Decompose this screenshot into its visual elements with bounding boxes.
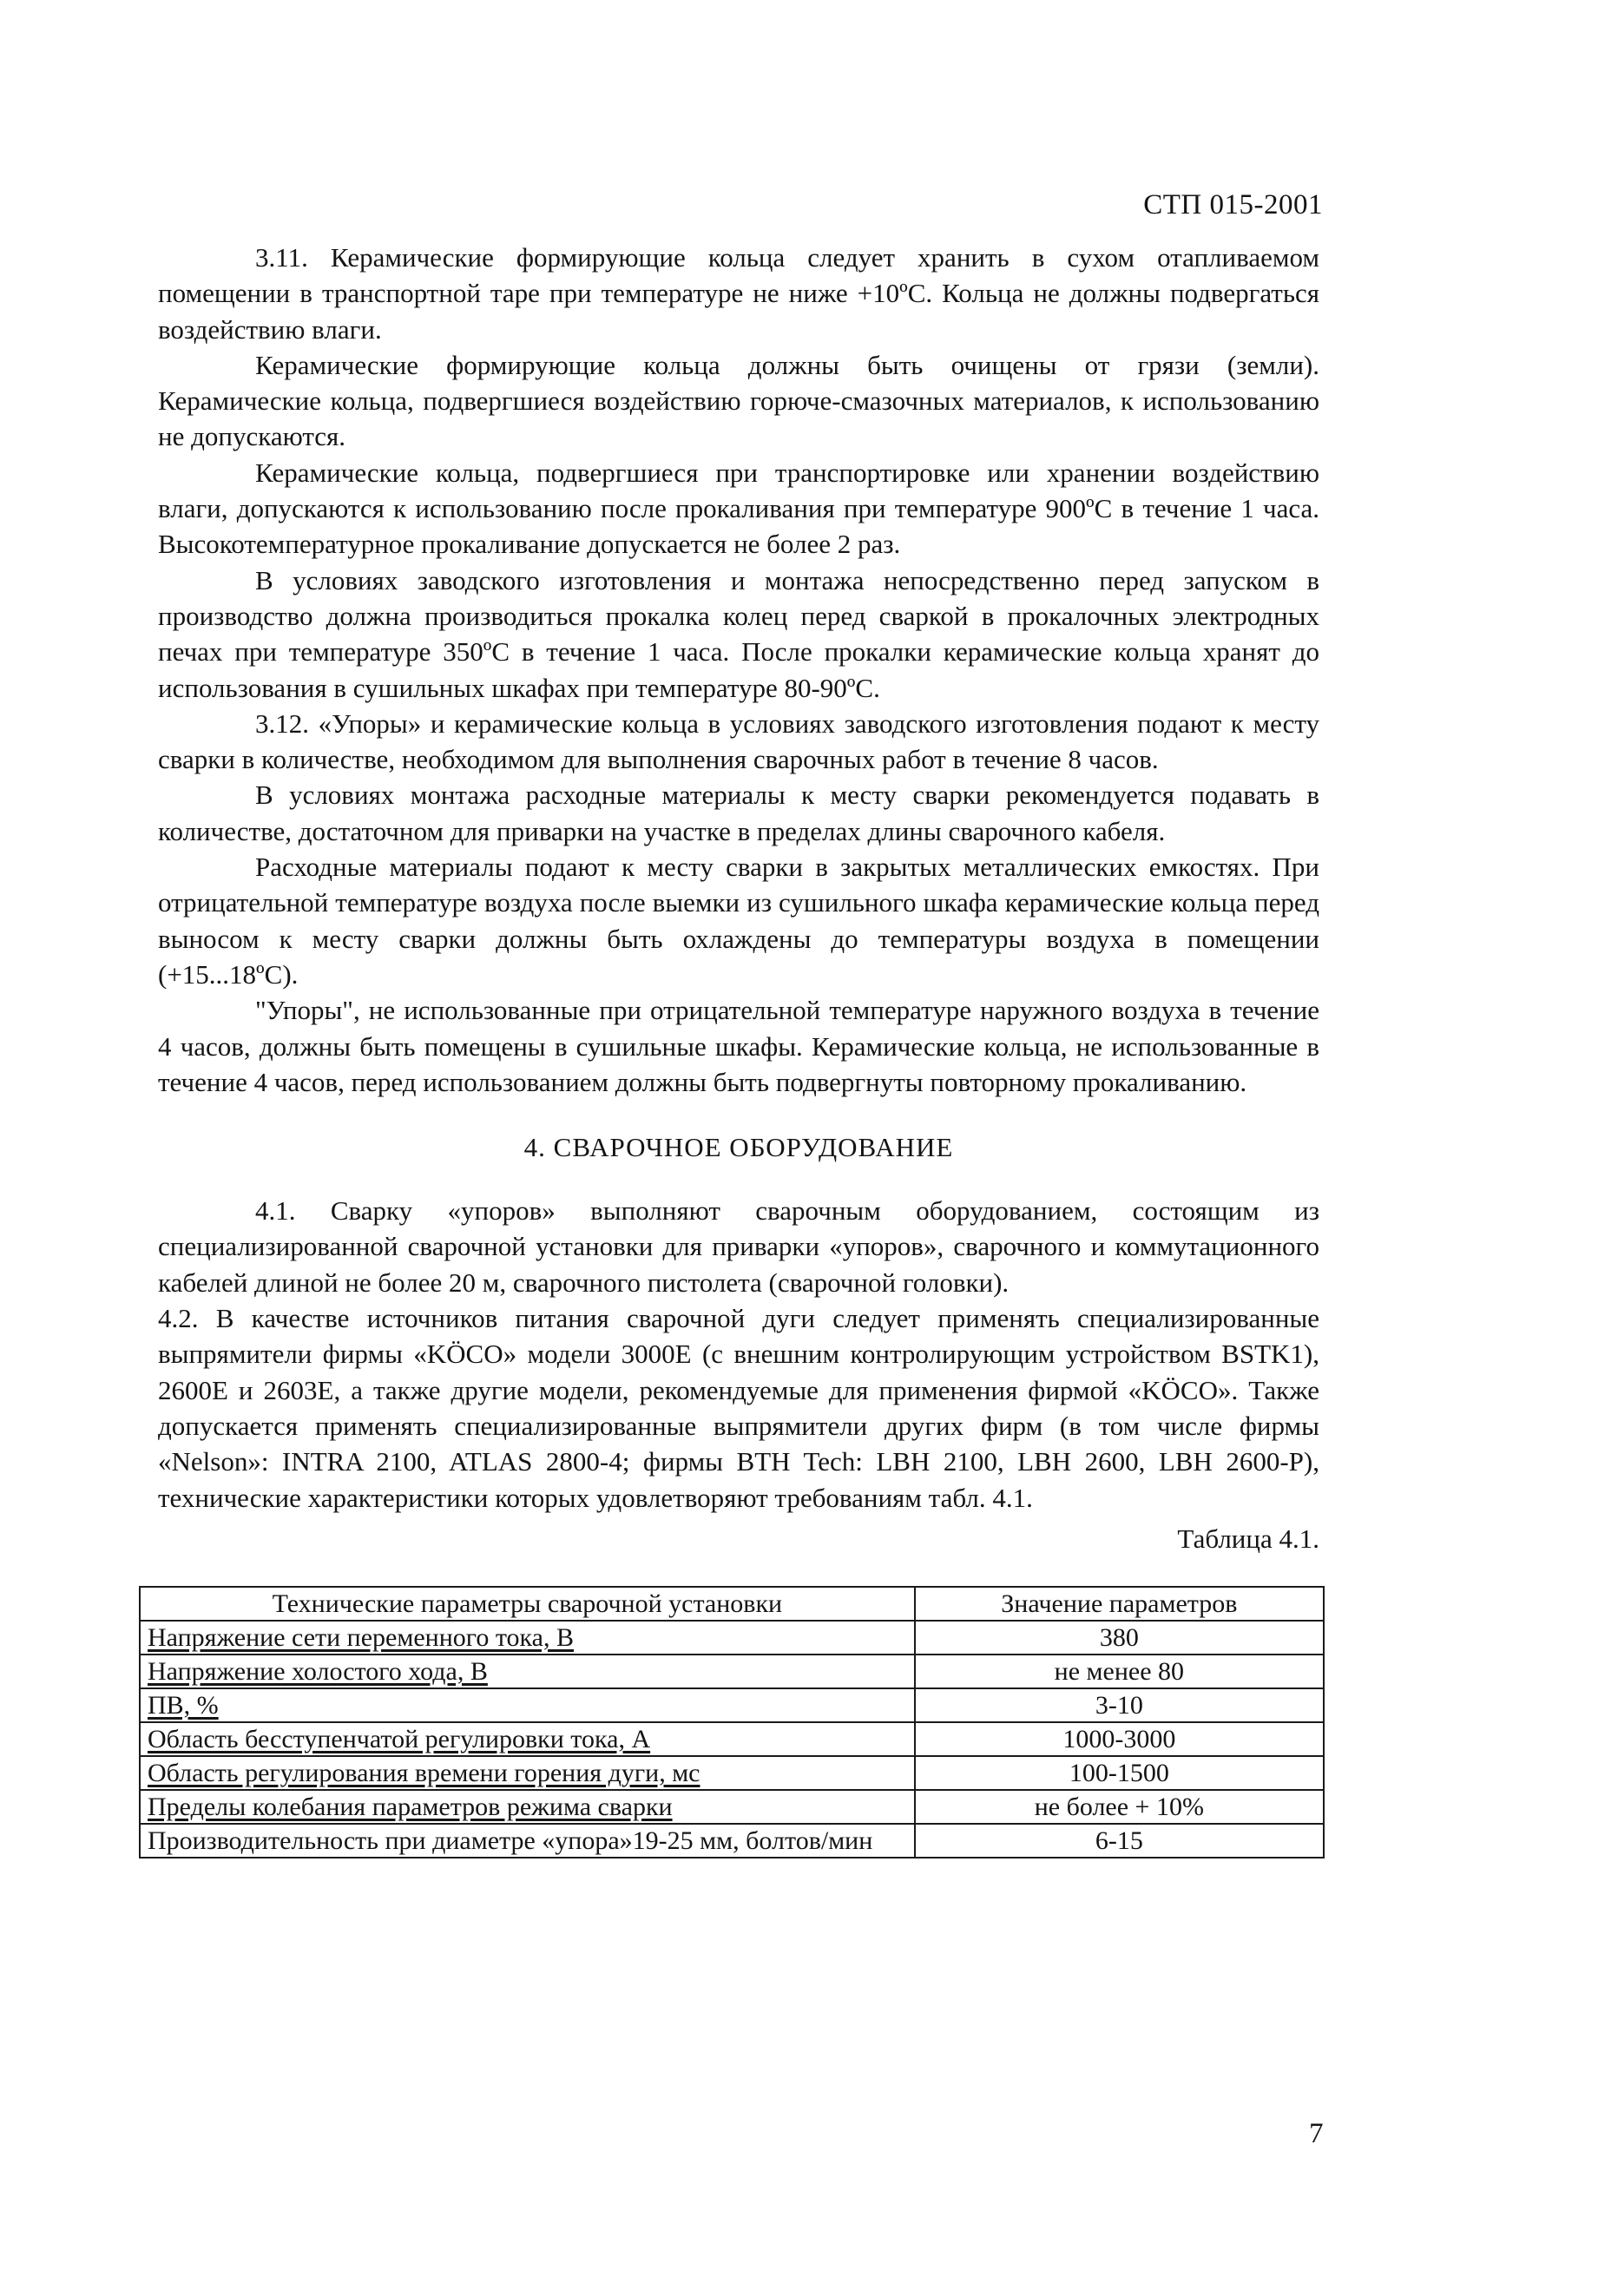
paragraph-3-11: 3.11. Керамические формирующие кольца следует хранить в сухом отапливаемом помещении в транспортной таре при температуре не ниже +10ºС. Кольца не должны подвергаться воздействию влаги.: [158, 242, 1319, 345]
table-cell-value: 100-1500: [915, 1756, 1324, 1790]
section-heading-welding-equipment: 4. СВАРОЧНОЕ ОБОРУДОВАНИЕ: [523, 1132, 954, 1163]
table-caption: Таблица 4.1.: [1177, 1523, 1319, 1554]
table-header-cell: Технические параметры сварочной установки: [140, 1587, 915, 1621]
table-cell-value: не менее 80: [915, 1655, 1324, 1688]
page-number: 7: [1309, 2118, 1324, 2149]
table-row: [140, 1655, 1324, 1688]
paragraph-unused-studs: "Упоры", не использованные при отрицательной температуре наружного воздуха в течение 4 часов, должны быть помещены в сушильные шкафы. Керамические кольца, не использованные в течение 4 часов, перед использованием должны быть подвергнуты повторному прокаливанию.: [158, 995, 1319, 1097]
table-cell-value: 380: [915, 1621, 1324, 1655]
table-cell-parameter: Напряжение сети переменного тока, В: [140, 1621, 915, 1655]
paragraph-installation-supply: В условиях монтажа расходные материалы к месту сварки рекомендуется подавать в количестве, достаточном для приварки на участке в пределах длины сварочного кабеля.: [158, 780, 1319, 846]
document-body: [148, 240, 1319, 1859]
table-cell-parameter: Область бесступенчатой регулировки тока, А: [140, 1722, 915, 1756]
table-cell-parameter: Область регулирования времени горения дуги, мс: [140, 1756, 915, 1790]
paragraph-4-2: 4.2. В качестве источников питания сварочной дуги следует применять специализированные выпрямители фирмы «KÖCO» модели 3000Е (с внешним контролирующим устройством BSTK1), 2600Е и 2603Е, а также другие модели, рекомендуемые для применения фирмой «KÖCO». Также допускается применять специализированные выпрямители других фирм (в том числе фирмы «Nelson»: INTRA 2100, ATLAS 2800-4; фирмы BTH Tech: LBH 2100, LBH 2600, LBH 2600-P), технические характеристики которых удовлетворяют требованиям табл. 4.1.: [158, 1303, 1319, 1513]
table-row: [140, 1824, 1324, 1858]
table-cell-value: не более + 10%: [915, 1790, 1324, 1824]
table-header-cell: Значение параметров: [915, 1587, 1324, 1621]
table-cell-value: 3-10: [915, 1688, 1324, 1722]
table-row: [140, 1722, 1324, 1756]
paragraph-3-12: 3.12. «Упоры» и керамические кольца в условиях заводского изготовления подают к месту сварки в количестве, необходимом для выполнения сварочных работ в течение 8 часов.: [158, 707, 1319, 775]
table-row: [140, 1756, 1324, 1790]
table-cell-parameter: ПВ, %: [140, 1688, 915, 1722]
table-row: [140, 1790, 1324, 1824]
paragraph-rings-calcination: В условиях заводского изготовления и монтажа непосредственно перед запуском в производство должна производиться прокалка колец перед сваркой в прокалочных электродных печах при температуре 350ºС в течение 1 часа. После прокалки керамические кольца хранят до использования в сушильных шкафах при температуре 80-90ºС.: [158, 564, 1319, 703]
table-cell-value: 6-15: [915, 1824, 1324, 1858]
document-code: СТП 015-2001: [1143, 189, 1323, 220]
table-row: [140, 1688, 1324, 1722]
table-cell-value: 1000-3000: [915, 1722, 1324, 1756]
paragraph-containers: Расходные материалы подают к месту сварки в закрытых металлических емкостях. При отрицательной температуре воздуха после выемки из сушильного шкафа керамические кольца перед выносом к месту сварки должны быть охлаждены до температуры воздуха в помещении (+15...18ºС).: [158, 852, 1319, 990]
table-cell-parameter: Пределы колебания параметров режима сварки: [140, 1790, 915, 1824]
paragraph-4-1: 4.1. Сварку «упоров» выполняют сварочным оборудованием, состоящим из специализированной сварочной установки для приварки «упоров», сварочного и коммутационного кабелей длиной не более 20 м, сварочного пистолета (сварочной головки).: [158, 1195, 1319, 1298]
parameters-table: [139, 1586, 1325, 1859]
table-cell-parameter: Напряжение холостого хода, В: [140, 1655, 915, 1688]
paragraph-rings-moisture: Керамические кольца, подвергшиеся при транспортировке или хранении воздействию влаги, допускаются к использованию после прокаливания при температуре 900ºС в течение 1 часа. Высокотемпературное прокаливание допускается не более 2 раз.: [158, 457, 1319, 560]
table-cell-parameter: Производительность при диаметре «упора»19-25 мм, болтов/мин: [140, 1824, 915, 1858]
paragraph-rings-cleaning: Керамические формирующие кольца должны быть очищены от грязи (земли). Керамические кольца, подвергшиеся воздействию горюче-смазочных материалов, к использованию не допускаются.: [158, 349, 1319, 452]
table-header-row: [140, 1587, 1324, 1621]
table-row: [140, 1621, 1324, 1655]
